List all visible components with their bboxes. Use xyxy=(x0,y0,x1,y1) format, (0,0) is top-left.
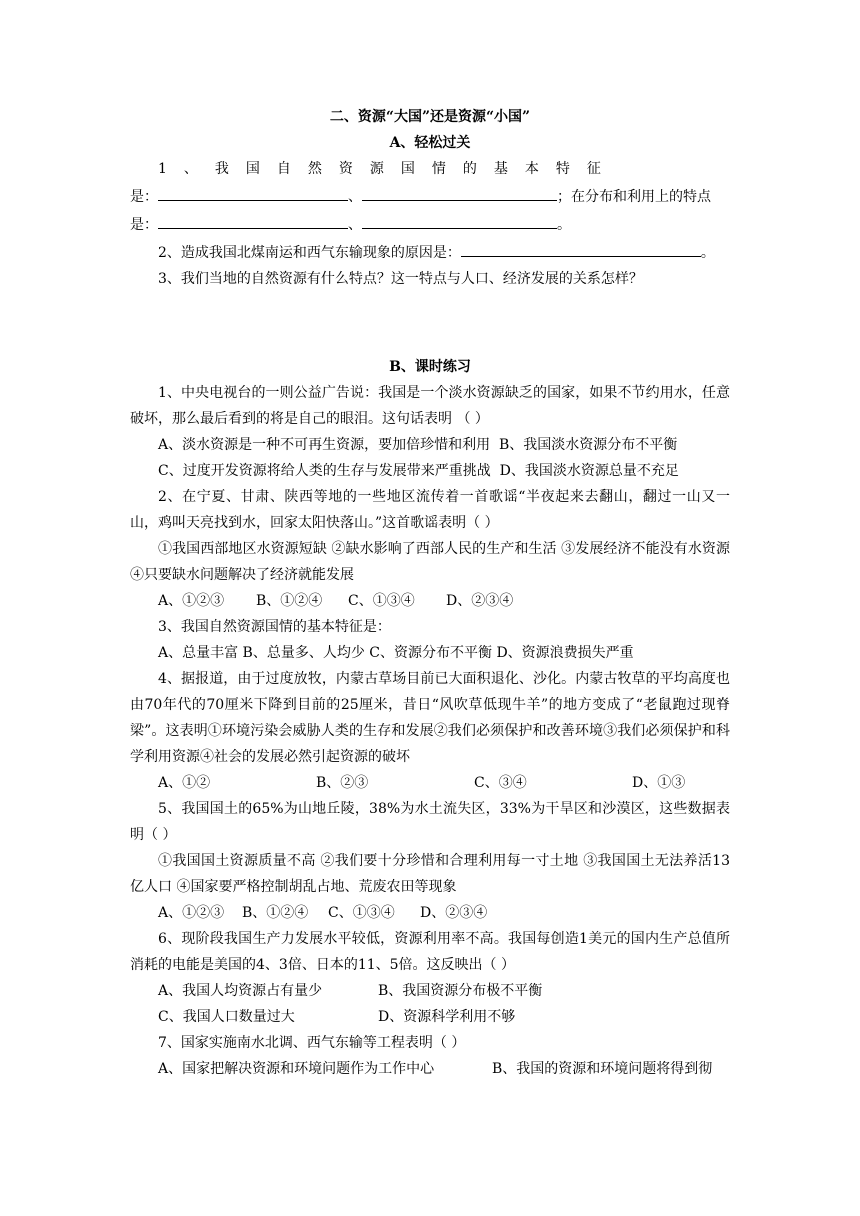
b-q1-options-ab: A、淡水资源是一种不可再生资源，要加倍珍惜和利用 B、我国淡水资源分布不平衡 xyxy=(158,437,678,453)
answer-blank[interactable] xyxy=(362,210,557,229)
answer-blank[interactable] xyxy=(461,238,701,257)
answer-blank[interactable] xyxy=(158,182,348,201)
b-q3-options: A、总量丰富 B、总量多、人均少 C、资源分布不平衡 D、资源浪费损失严重 xyxy=(158,645,634,661)
b-q1-options-cd: C、过度开发资源将给人类的生存与发展带来严重挑战 D、我国淡水资源总量不充足 xyxy=(158,463,679,479)
answer-blank[interactable] xyxy=(362,182,557,201)
b-q3-stem: 3、我国自然资源国情的基本特征是： xyxy=(158,619,391,635)
b-q5-options: A、①②③ B、①②④ C、①③④ D、②③④ xyxy=(158,905,488,921)
b-q7-options: A、国家把解决资源和环境问题作为工作中心 B、我国的资源和环境问题将得到彻 xyxy=(158,1061,713,1077)
a-q1-line1: 是： 、 ；在分布和利用上的特点 xyxy=(130,182,730,210)
answer-space xyxy=(130,292,730,354)
b-q6-options-ab: A、我国人均资源占有量少 B、我国资源分布极不平衡 xyxy=(158,983,543,999)
b-q4-stem: 4、据报道，由于过度放牧，内蒙古草场目前已大面积退化、沙化。内蒙古牧草的平均高度也由70年代的70厘米下降到目前的25厘米，昔日“风吹草低现牛羊”的地方变成了“老鼠跑过现脊梁”。这表明①环境污染会威胁人类的生存和发展②我们必须保护和改善环境③我们必须保护和科学利用资源④社会的发展必然引起资源的破坏 xyxy=(130,671,730,765)
b-q5-stem: 5、我国国土的65%为山地丘陵，38%为水土流失区，33%为干旱区和沙漠区，这些数据表明（ ） xyxy=(130,801,730,843)
b-q4-options: A、①② B、②③ C、③④ D、①③ xyxy=(158,775,686,791)
b-q5-statements: ①我国国土资源质量不高 ②我们要十分珍惜和合理利用每一寸土地 ③我国国土无法养活13亿人口 ④国家要严格控制胡乱占地、荒废农田等现象 xyxy=(130,853,730,895)
b-q1-stem: 1、中央电视台的一则公益广告说：我国是一个淡水资源缺乏的国家，如果不节约用水，任意破坏，那么最后看到的将是自己的眼泪。这句话表明 （ ） xyxy=(130,385,730,427)
part-a-heading: A、轻松过关 xyxy=(389,135,471,151)
b-q2-stem: 2、在宁夏、甘肃、陕西等地的一些地区流传着一首歌谣“半夜起来去翻山，翻过一山又一山，鸡叫天亮找到水，回家太阳快落山。”这首歌谣表明（ ） xyxy=(130,489,730,531)
b-q2-options: A、①②③ B、①②④ C、①③④ D、②③④ xyxy=(158,593,514,609)
document-page xyxy=(130,104,730,1082)
part-b-heading: B、课时练习 xyxy=(389,359,471,375)
b-q6-stem: 6、现阶段我国生产力发展水平较低，资源利用率不高。我国每创造1美元的国内生产总值所消耗的电能是美国的4、3倍、日本的11、5倍。这反映出（ ） xyxy=(130,931,730,973)
section-title: 二、资源“大国”还是资源“小国” xyxy=(329,109,531,125)
b-q6-options-cd: C、我国人口数量过大 D、资源科学利用不够 xyxy=(158,1009,516,1025)
a-q3: 3、我们当地的自然资源有什么特点？这一特点与人口、经济发展的关系怎样？ xyxy=(158,271,643,287)
b-q2-statements: ①我国西部地区水资源短缺 ②缺水影响了西部人民的生产和生活 ③发展经济不能没有水资源 ④只要缺水问题解决了经济就能发展 xyxy=(130,541,730,583)
b-q7-stem: 7、国家实施南水北调、西气东输等工程表明（ ） xyxy=(158,1035,466,1051)
a-q1-line2: 是： 、 。 xyxy=(130,210,730,238)
answer-blank[interactable] xyxy=(158,210,348,229)
a-q2: 2、造成我国北煤南运和西气东输现象的原因是： 。 xyxy=(130,238,730,266)
a-q1-text: 1、我国自然资源国情的基本特征 xyxy=(158,161,618,177)
